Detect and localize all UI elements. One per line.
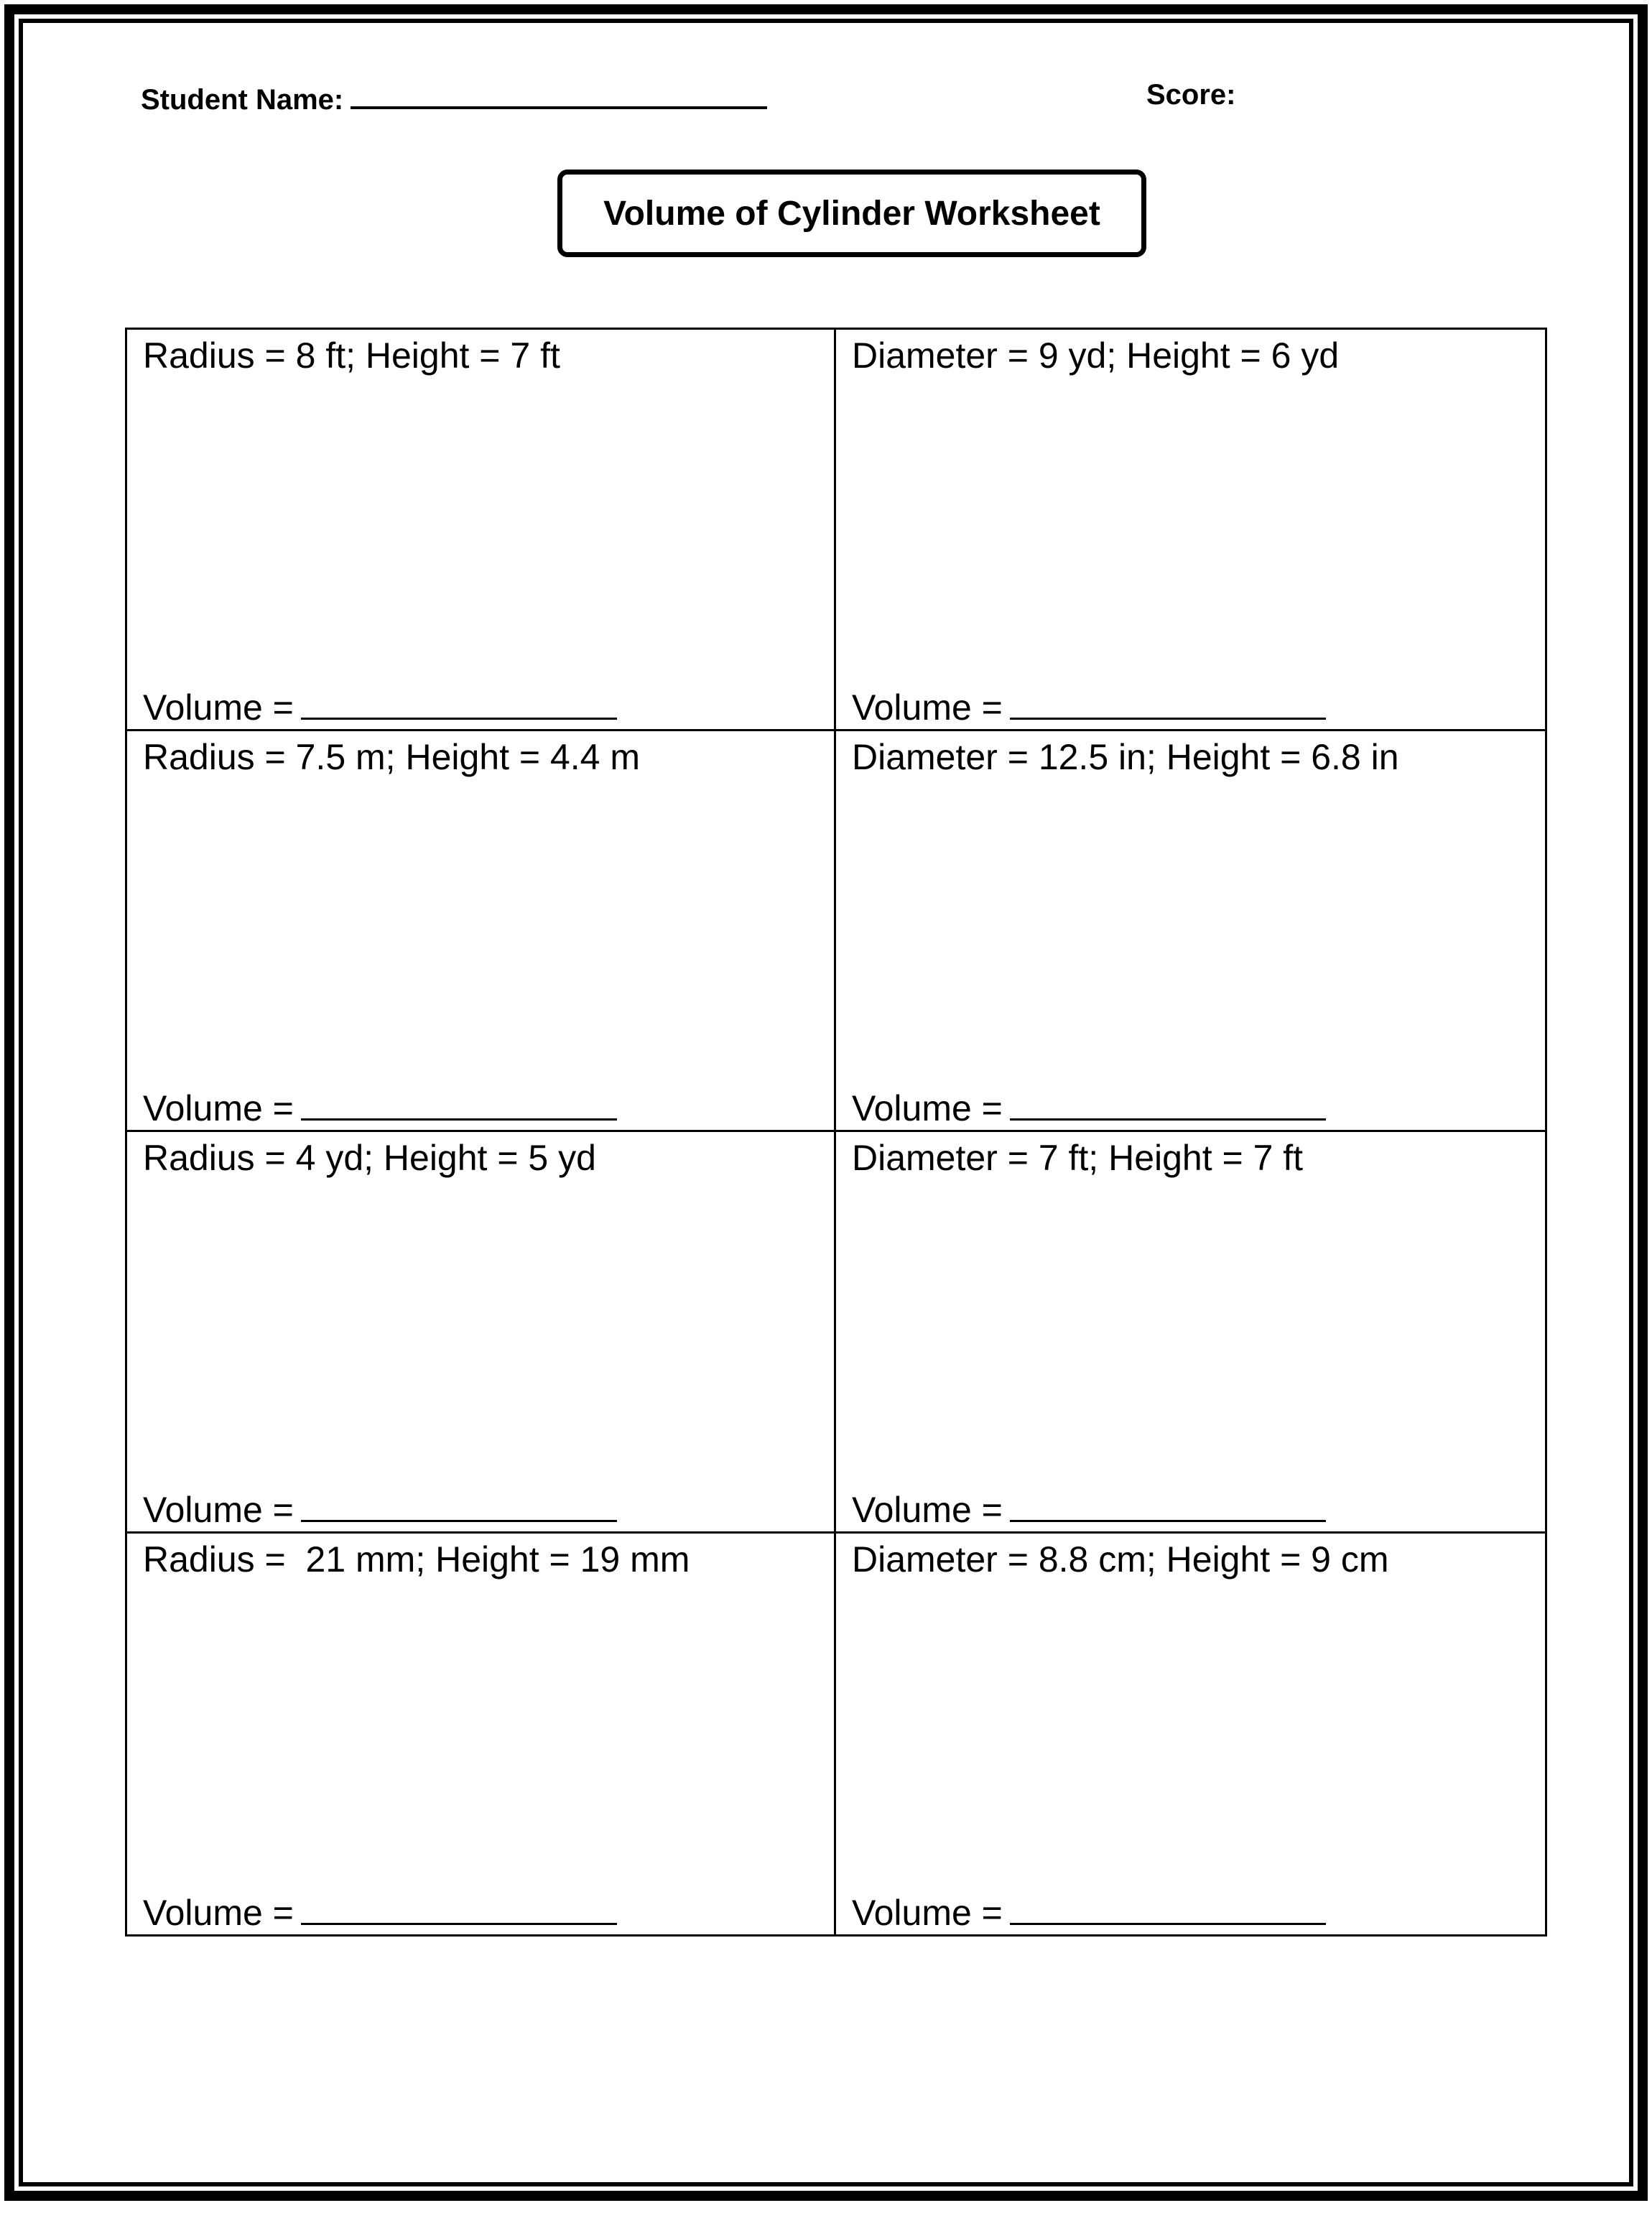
student-name-blank[interactable] [351,78,767,109]
answer-blank[interactable] [301,686,617,720]
answer-blank[interactable] [1010,686,1326,720]
student-name-field [141,78,767,117]
answer-blank[interactable] [1010,1087,1326,1121]
volume-answer-line [143,1488,617,1531]
problem-text: Radius = 8 ft; Height = 7 ft [143,335,560,376]
answer-blank[interactable] [301,1488,617,1522]
volume-label: Volume = [852,1893,1003,1933]
volume-label: Volume = [852,1088,1003,1128]
problem-cell [836,731,1545,1133]
volume-label: Volume = [143,1489,294,1530]
problem-text: Diameter = 9 yd; Height = 6 yd [852,335,1340,376]
problem-text: Radius = 21 mm; Height = 19 mm [143,1539,690,1580]
volume-answer-line [143,686,617,729]
problem-cell [127,330,836,731]
volume-answer-line [852,1087,1326,1130]
volume-label: Volume = [143,687,294,728]
problem-cell [836,330,1545,731]
score-field [1146,78,1236,112]
score-label: Score: [1146,79,1236,111]
volume-answer-line [852,686,1326,729]
volume-label: Volume = [143,1088,294,1128]
answer-blank[interactable] [1010,1488,1326,1522]
worksheet-title: Volume of Cylinder Worksheet [557,170,1146,257]
problem-grid [125,328,1547,1937]
volume-answer-line [852,1891,1326,1934]
volume-label: Volume = [852,1489,1003,1530]
volume-answer-line [143,1087,617,1130]
problem-cell [836,1132,1545,1534]
problem-text: Diameter = 7 ft; Height = 7 ft [852,1138,1304,1178]
volume-answer-line [852,1488,1326,1531]
problem-cell [127,731,836,1133]
answer-blank[interactable] [301,1891,617,1925]
problem-text: Radius = 4 yd; Height = 5 yd [143,1138,596,1178]
problem-cell [127,1534,836,1935]
problem-text: Diameter = 12.5 in; Height = 6.8 in [852,736,1399,777]
volume-label: Volume = [143,1893,294,1933]
problem-cell [836,1534,1545,1935]
volume-label: Volume = [852,687,1003,728]
student-name-label: Student Name: [141,84,344,116]
problem-text: Diameter = 8.8 cm; Height = 9 cm [852,1539,1389,1580]
problem-cell [127,1132,836,1534]
answer-blank[interactable] [301,1087,617,1121]
volume-answer-line [143,1891,617,1934]
problem-text: Radius = 7.5 m; Height = 4.4 m [143,736,641,777]
answer-blank[interactable] [1010,1891,1326,1925]
